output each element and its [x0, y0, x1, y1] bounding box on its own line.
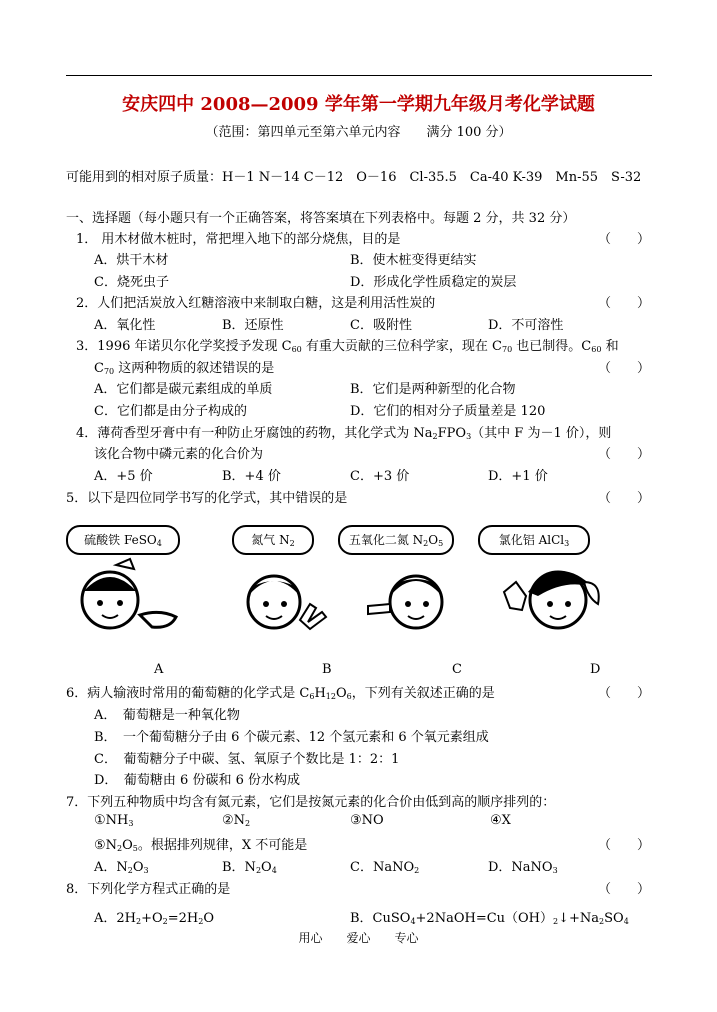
q8-answer-blank: （ ） [598, 882, 651, 897]
header-rule [66, 75, 652, 76]
q5-cartoon-c [366, 562, 466, 642]
page-title: 安庆四中 2008—2009 学年第一学期九年级月考化学试题 [122, 94, 595, 115]
q7-item-3: ③NO [350, 813, 384, 828]
atomic-masses-line: 可能用到的相对原子质量：H－1 N－14 C－12 O－16 Cl-35.5 Ca-40 K-39 Mn-55 S-32 [66, 170, 642, 185]
q5-bubble-d: 氯化铝 AlCl$_3$ [478, 525, 590, 555]
q6-option-b: B． 一个葡萄糖分子由 6 个碳元素、12 个氢元素和 6 个氧元素组成 [94, 730, 489, 745]
page-footer: 用心 爱心 专心 [298, 931, 419, 945]
q1-option-d: D．形成化学性质稳定的炭层 [350, 275, 517, 290]
q2-option-d: D．不可溶性 [488, 318, 564, 333]
q5-stem: 5．以下是四位同学书写的化学式，其中错误的是 [66, 491, 348, 506]
q7-answer-blank: （ ） [598, 838, 651, 853]
q7-option-c: C．NaNO$_2$ [350, 860, 420, 875]
q7-option-a: A．$N_2O_3$ [94, 860, 149, 875]
q4-stem-line2: 该化合物中磷元素的化合价为 [94, 447, 264, 462]
q2-option-a: A．氧化性 [94, 318, 156, 333]
q7-item-4: ④X [490, 813, 511, 828]
q7-stem: 7．下列五种物质中均含有氮元素，它们是按氮元素的化合价由低到高的顺序排列的： [66, 795, 556, 810]
q4-option-c: C．+3 价 [350, 469, 410, 484]
q4-option-a: A．+5 价 [94, 469, 153, 484]
q5-label-d: D [590, 662, 601, 677]
q5-bubble-c: 五氧化二氮 $N_2O_5$ [338, 525, 454, 555]
q2-stem: 2．人们把活炭放入红糖溶液中来制取白糖，这是利用活性炭的 [76, 296, 436, 311]
q1-stem: 1． 用木材做木桩时，常把埋入地下的部分烧焦，目的是 [76, 232, 401, 247]
q1-option-b: B．使木桩变得更结实 [350, 253, 477, 268]
q5-cartoon-a [70, 555, 200, 645]
q5-label-b: B [322, 662, 332, 677]
q3-option-d: D．它们的相对分子质量差是 120 [350, 404, 546, 419]
q7-option-b: B．$N_2O_4$ [222, 860, 277, 875]
q1-option-c: C．烧死虫子 [94, 275, 169, 290]
q3-stem-line2: $C_{70}$ 这两种物质的叙述错误的是 [94, 361, 275, 376]
section-heading: 一、选择题（每小题只有一个正确答案，将答案填在下列表格中。每题 2 分，共 32 分） [66, 211, 576, 226]
q6-stem: 6．病人输液时常用的葡萄糖的化学式是 $C_6H_{12}O_6$，下列有关叙述正确的是 [66, 686, 495, 701]
q6-option-a: A． 葡萄糖是一种氧化物 [94, 708, 240, 723]
q2-option-b: B．还原性 [222, 318, 284, 333]
q7-option-d: D．NaNO$_3$ [488, 860, 558, 875]
q5-bubble-b: 氮气 $N_2$ [232, 525, 314, 555]
q5-answer-blank: （ ） [598, 491, 651, 506]
q5-bubble-a: 硫酸铁 FeSO$_4$ [66, 525, 180, 555]
q6-answer-blank: （ ） [598, 686, 651, 701]
q3-answer-blank: （ ） [598, 361, 651, 376]
q6-option-c: C． 葡萄糖分子中碳、氢、氧原子个数比是 1：2：1 [94, 752, 400, 767]
q4-option-d: D．+1 价 [488, 469, 548, 484]
q5-cartoon-d [498, 552, 608, 644]
q8-stem: 8．下列化学方程式正确的是 [66, 882, 231, 897]
q3-option-c: C．它们都是由分子构成的 [94, 404, 247, 419]
q1-answer-blank: （ ） [598, 232, 651, 247]
page-subtitle: （范围：第四单元至第六单元内容 满分 100 分） [205, 125, 512, 140]
q8-option-a: A．$2H_2+O_2=2H_2O$ [94, 911, 215, 926]
q3-stem-line1: 3．1996 年诺贝尔化学奖授予发现 $C_{60}$ 有重大贡献的三位科学家，现在 $C_{70}$ 也已制得。$C_{60}$ 和 [76, 339, 619, 354]
q1-option-a: A．烘干木材 [94, 253, 169, 268]
q2-answer-blank: （ ） [598, 296, 651, 311]
q5-cartoon-b [238, 562, 338, 642]
q7-item-2: $②N_2$ [222, 813, 251, 828]
q4-stem-line1: 4．薄荷香型牙膏中有一种防止牙腐蚀的药物，其化学式为 $Na_2FPO_3$（其中 F 为－1 价），则 [76, 426, 612, 441]
q5-label-a: A [154, 662, 164, 677]
q3-option-a: A．它们都是碳元素组成的单质 [94, 382, 273, 397]
q3-option-b: B．它们是两种新型的化合物 [350, 382, 516, 397]
q2-option-c: C．吸附性 [350, 318, 412, 333]
q6-option-d: D． 葡萄糖由 6 份碳和 6 份水构成 [94, 773, 300, 788]
q7-item-5: $⑤N_2O_5$。根据排列规律，X 不可能是 [94, 838, 308, 853]
q4-option-b: B．+4 价 [222, 469, 281, 484]
q8-option-b: B．$CuSO_4+2NaOH=Cu(OH)_2↓+Na_2SO_4$ [350, 911, 629, 926]
q5-label-c: C [452, 662, 462, 677]
q7-item-1: $①NH_3$ [94, 813, 134, 828]
q4-answer-blank: （ ） [598, 447, 651, 462]
